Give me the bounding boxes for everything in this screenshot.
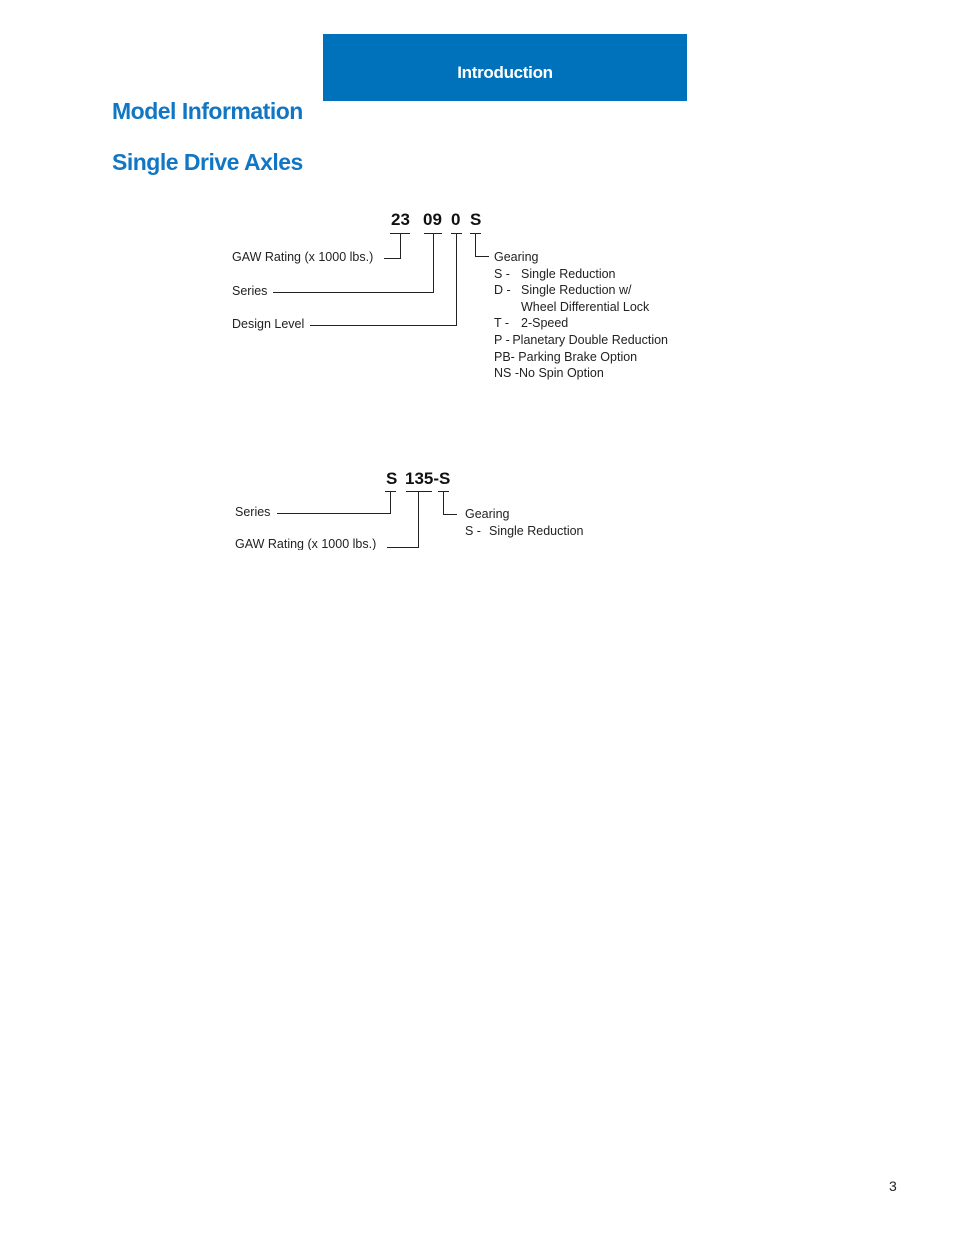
section-title: Introduction: [457, 63, 553, 82]
gearing-legend-2: [465, 506, 584, 539]
code-series-2: S: [386, 469, 398, 488]
gearing-item: D - Single Reduction w/: [494, 283, 632, 298]
gearing-title: Gearing: [494, 250, 539, 264]
label-gaw-rating: GAW Rating (x 1000 lbs.): [232, 250, 374, 264]
label-design-level: Design Level: [232, 317, 305, 331]
code-series: 09: [423, 210, 442, 229]
gearing-item: T - 2-Speed: [494, 316, 569, 331]
underline-gaw-2: [406, 491, 432, 492]
gearing-title-2: Gearing: [465, 507, 510, 521]
page-number: 3: [889, 1178, 897, 1194]
heading-single-drive-axles: Single Drive Axles: [112, 149, 303, 175]
label-series-2: Series: [235, 505, 271, 519]
gearing-item: Wheel Differential Lock: [521, 299, 650, 314]
code-gaw: 23: [391, 210, 410, 229]
label-gaw-rating-2: GAW Rating (x 1000 lbs.): [235, 537, 377, 550]
heading-model-information: Model Information: [112, 98, 303, 124]
section-header-tab: [323, 34, 687, 101]
code-design-level: 0: [451, 210, 461, 229]
code-gearing: S: [470, 210, 482, 229]
option-parking-brake: PB- Parking Brake Option: [494, 349, 638, 364]
label-series: Series: [232, 284, 268, 298]
gearing-item: S - Single Reduction: [494, 266, 616, 281]
gearing-item: P - Planetary Double Reduction: [494, 332, 668, 347]
option-no-spin: NS -No Spin Option: [494, 366, 604, 381]
gearing-item-2: S - Single Reduction: [465, 523, 584, 538]
gearing-legend-1: [494, 249, 668, 382]
code-gaw-gearing-2: 135-S: [405, 469, 451, 488]
